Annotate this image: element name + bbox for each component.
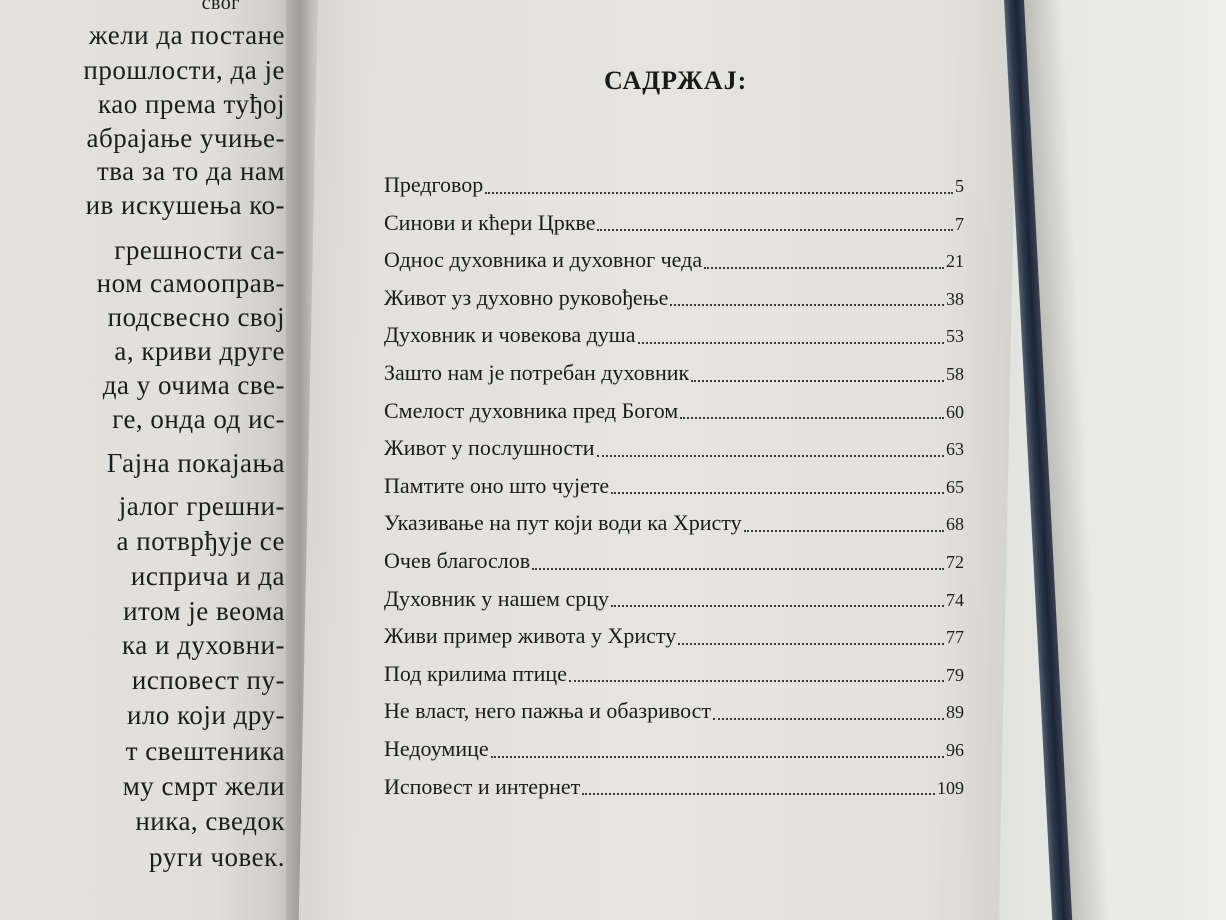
toc-entry (384, 661, 964, 699)
toc-entry (384, 548, 964, 586)
toc-entry (384, 172, 964, 210)
left-page-line: као према туђој (98, 89, 285, 119)
toc-entry-page: 72 (946, 551, 964, 572)
toc-leader-dots (491, 755, 944, 758)
toc-leader-dots (670, 303, 944, 306)
toc-leader-dots (704, 266, 944, 269)
toc-leader-dots (680, 416, 944, 419)
toc-entry-title: Зашто нам је потребан духовник (384, 359, 690, 385)
toc-leader-dots (569, 679, 944, 682)
toc-leader-dots (597, 228, 953, 231)
toc-leader-dots (638, 341, 945, 344)
toc-entry-page: 79 (946, 664, 964, 685)
toc-entry-title: Исповест и интернет (384, 773, 581, 799)
toc-leader-dots (691, 379, 944, 382)
toc-entry-page: 53 (946, 326, 964, 347)
toc-leader-dots (713, 717, 944, 720)
toc-entry-page: 74 (946, 589, 964, 610)
left-page-line: ив искушења ко- (85, 190, 285, 220)
toc-leader-dots (597, 454, 944, 457)
toc-entry-page: 7 (955, 213, 964, 234)
left-page-line: подсвесно свој (107, 302, 285, 332)
left-page-line: ника, сведок (135, 806, 285, 836)
left-page-line: абрајање учиње- (86, 123, 285, 153)
toc-entry (384, 736, 964, 774)
left-page-line: тва за то да нам (96, 156, 285, 186)
toc-entry-title: Живот уз духовно руковођење (384, 284, 669, 310)
left-page-line: итом је веома (123, 596, 285, 626)
toc-entry (384, 586, 964, 624)
toc-entry-page: 5 (955, 176, 964, 196)
toc-entry (384, 774, 964, 812)
toc-entry (384, 435, 964, 473)
left-page-line: исприча и да (130, 561, 285, 591)
toc-leader-dots (678, 642, 944, 645)
toc-leader-dots (611, 604, 944, 607)
toc-entry-title: Очев благослов (384, 547, 531, 573)
left-page-line: а, криви друге (114, 336, 285, 366)
toc-entry-page: 89 (946, 702, 964, 723)
toc-entry-page: 21 (946, 251, 964, 272)
toc-entry (384, 623, 964, 661)
toc-leader-dots (582, 792, 935, 795)
toc-entry-page: 38 (946, 288, 964, 309)
toc-entry (384, 510, 964, 548)
left-page-line: руги човек. (149, 842, 285, 872)
left-page-line: ге, онда од ис- (112, 404, 285, 434)
left-page-line: грешности са- (114, 235, 285, 265)
toc-entry (384, 285, 964, 323)
toc-entry-page: 63 (946, 439, 964, 460)
toc-entry-title: Духовник и човекова душа (384, 322, 636, 348)
toc-entry-page: 77 (946, 627, 964, 648)
toc-leader-dots (485, 191, 953, 194)
toc-entry (384, 473, 964, 511)
toc-entry-page: 60 (946, 401, 964, 422)
left-page-line: ка и духовни- (122, 630, 285, 660)
toc-entry-title: Духовник у нашем срцу (384, 585, 609, 611)
left-page-line: му смрт жели (122, 771, 285, 801)
toc-entry-page: 96 (946, 739, 964, 760)
toc-leader-dots (611, 491, 944, 494)
toc-title: САДРЖАЈ: (604, 66, 748, 95)
toc-entry (384, 398, 964, 436)
toc-entry-title: Под крилима птице (384, 660, 567, 686)
toc-entry-title: Смелост духовника пред Богом (384, 397, 679, 423)
left-page (0, 0, 300, 920)
toc-entry (384, 322, 964, 360)
left-page-line: јалог грешни- (118, 491, 285, 521)
toc-entry (384, 698, 964, 736)
toc-entry (384, 360, 964, 398)
left-page-line: исповест пу- (131, 665, 285, 695)
left-page-line: прошлости, да је (83, 55, 285, 85)
toc-entry-page: 58 (946, 363, 964, 384)
toc-entry-page: 65 (946, 476, 964, 497)
left-page-line: т свештеника (125, 736, 285, 766)
toc-entry-page: 68 (946, 514, 964, 535)
left-page-line: жели да постане (88, 20, 285, 50)
left-page-line: да у очима све- (102, 370, 285, 400)
toc-entry-title: Однос духовника и духовног чеда (384, 247, 703, 273)
toc-entry-title: Не власт, него пажња и обазривост (384, 698, 712, 724)
left-page-line: свог (201, 0, 240, 14)
toc-leader-dots (744, 529, 944, 532)
toc-entry-page: 109 (937, 777, 964, 798)
left-page-line: а потврђује се (116, 526, 285, 556)
table-of-contents (384, 172, 964, 811)
toc-entry-title: Памтите оно што чујете (384, 472, 610, 498)
toc-leader-dots (532, 567, 944, 570)
toc-entry-title: Предговор (384, 172, 484, 197)
toc-entry (384, 247, 964, 285)
left-page-line: ило који дру- (127, 700, 285, 730)
toc-entry-title: Недоумице (384, 735, 489, 761)
toc-entry-title: Синови и кћери Цркве (384, 209, 596, 235)
toc-entry-title: Живи пример живота у Христу (384, 623, 677, 649)
left-page-line: ном самооправ- (96, 268, 285, 298)
toc-entry-title: Живот у послушности (384, 435, 595, 461)
toc-entry-title: Указивање на пут који води ка Христу (384, 510, 742, 536)
left-page-line: Гајна покајања (106, 448, 285, 478)
toc-entry (384, 210, 964, 248)
